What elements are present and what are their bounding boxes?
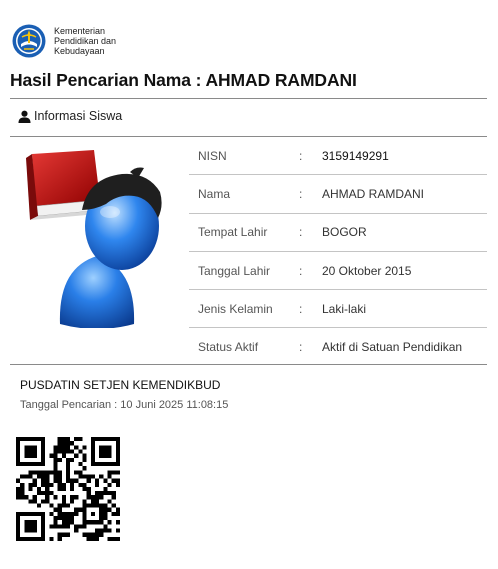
field-separator: : [299,340,303,355]
field-value: Laki-laki [322,290,487,328]
field-label: Nama [189,175,299,213]
field-value: 3159149291 [322,137,487,175]
logo-line-2: Pendidikan dan [54,36,117,46]
student-user-avatar-icon [22,148,172,328]
search-date: Tanggal Pencarian : 10 Juni 2025 11:08:15 [20,399,229,411]
info-row-tanggal-lahir [189,251,487,289]
field-label: Jenis Kelamin [189,290,299,328]
logo-line-1: Kementerian [54,26,106,36]
header [12,23,116,59]
logo-line-3: Kebudayaan [54,46,105,56]
info-row-jenis-kelamin [189,290,487,328]
field-value: Aktif di Satuan Pendidikan [322,340,463,355]
section-header [18,109,122,123]
field-value: 20 Oktober 2015 [322,251,487,289]
field-separator: : [299,213,322,251]
divider [10,98,487,99]
field-value: AHMAD RAMDANI [322,175,487,213]
info-row-tempat-lahir [189,213,487,251]
divider [10,364,487,365]
organization-name: PUSDATIN SETJEN KEMENDIKBUD [20,378,221,392]
field-label: Tempat Lahir [189,213,299,251]
info-row-nama [189,175,487,213]
field-separator: : [299,290,322,328]
kemendikbud-logo-icon [12,24,46,58]
section-label: Informasi Siswa [34,109,123,123]
field-separator: : [299,175,322,213]
info-row-status-aktif [189,328,487,366]
field-label: NISN [189,137,299,175]
field-label: Tanggal Lahir [189,251,299,289]
info-row-nisn [189,137,487,175]
field-value: BOGOR [322,213,487,251]
user-icon [18,110,31,123]
page-title: Hasil Pencarian Nama : AHMAD RAMDANI [10,70,357,90]
qr-code-icon [16,437,120,541]
field-separator: : [299,137,322,175]
student-info-table [189,137,487,366]
field-separator: : [299,251,322,289]
field-label: Status Aktif [198,340,259,355]
logo-text [54,26,116,56]
